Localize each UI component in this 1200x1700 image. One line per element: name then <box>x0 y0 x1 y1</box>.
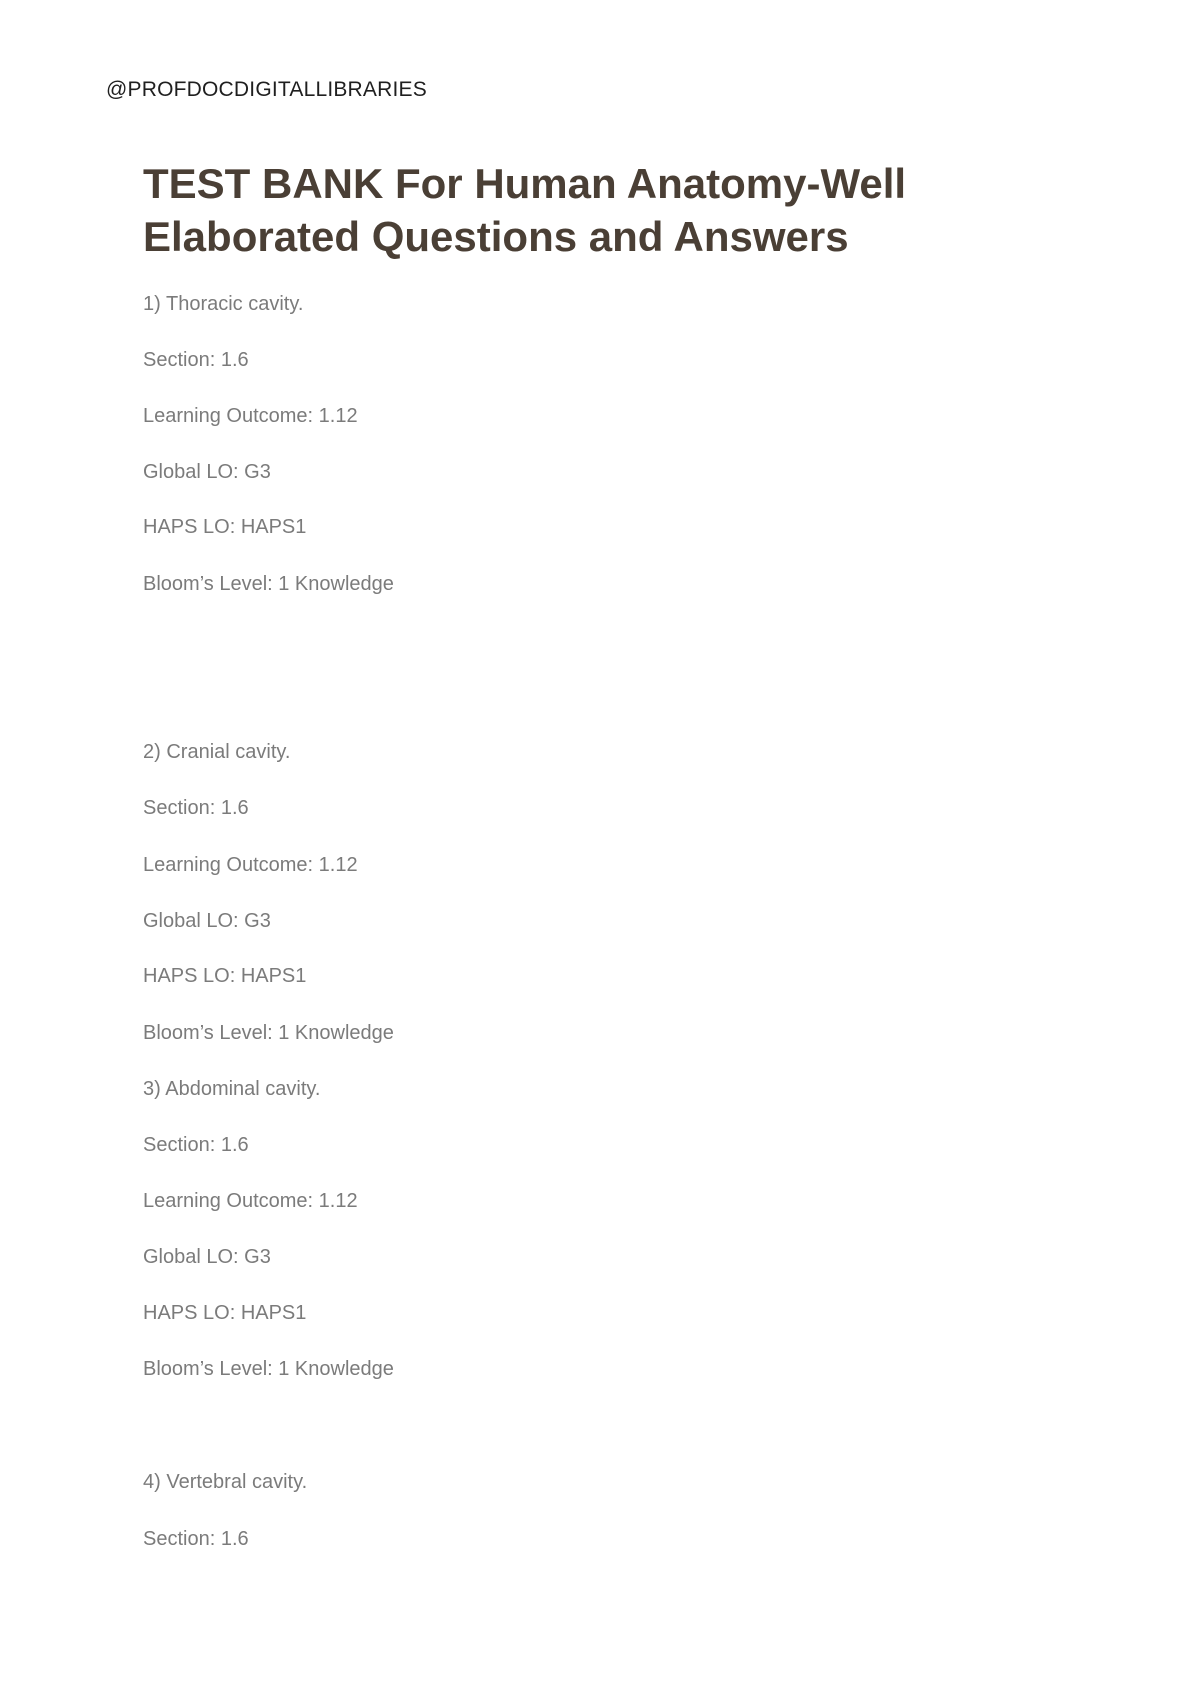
question-1-global-lo: Global LO: G3 <box>143 461 271 483</box>
question-2-global-lo: Global LO: G3 <box>143 910 271 932</box>
question-2-learning-outcome: Learning Outcome: 1.12 <box>143 854 358 876</box>
question-4-prompt: 4) Vertebral cavity. <box>143 1471 308 1493</box>
question-1-section: Section: 1.6 <box>143 349 249 371</box>
question-3-global-lo: Global LO: G3 <box>143 1246 271 1268</box>
question-3-blooms-level: Bloom’s Level: 1 Knowledge <box>143 1358 394 1380</box>
question-2-blooms-level: Bloom’s Level: 1 Knowledge <box>143 1022 394 1044</box>
document-title-line-1: TEST BANK For Human Anatomy-Well <box>143 160 907 207</box>
question-1-haps-lo: HAPS LO: HAPS1 <box>143 516 307 538</box>
question-3-prompt: 3) Abdominal cavity. <box>143 1078 321 1100</box>
question-3-haps-lo: HAPS LO: HAPS1 <box>143 1302 307 1324</box>
question-2-section: Section: 1.6 <box>143 797 249 819</box>
question-1-learning-outcome: Learning Outcome: 1.12 <box>143 405 358 427</box>
document-title <box>143 157 1043 263</box>
question-1-prompt: 1) Thoracic cavity. <box>143 293 304 315</box>
question-4-section: Section: 1.6 <box>143 1528 249 1550</box>
question-1-blooms-level: Bloom’s Level: 1 Knowledge <box>143 573 394 595</box>
watermark-text: @PROFDOCDIGITALLIBRARIES <box>106 78 427 101</box>
document-title-line-2: Elaborated Questions and Answers <box>143 213 849 260</box>
question-3-section: Section: 1.6 <box>143 1134 249 1156</box>
question-2-prompt: 2) Cranial cavity. <box>143 741 291 763</box>
question-2-haps-lo: HAPS LO: HAPS1 <box>143 965 307 987</box>
question-3-learning-outcome: Learning Outcome: 1.12 <box>143 1190 358 1212</box>
